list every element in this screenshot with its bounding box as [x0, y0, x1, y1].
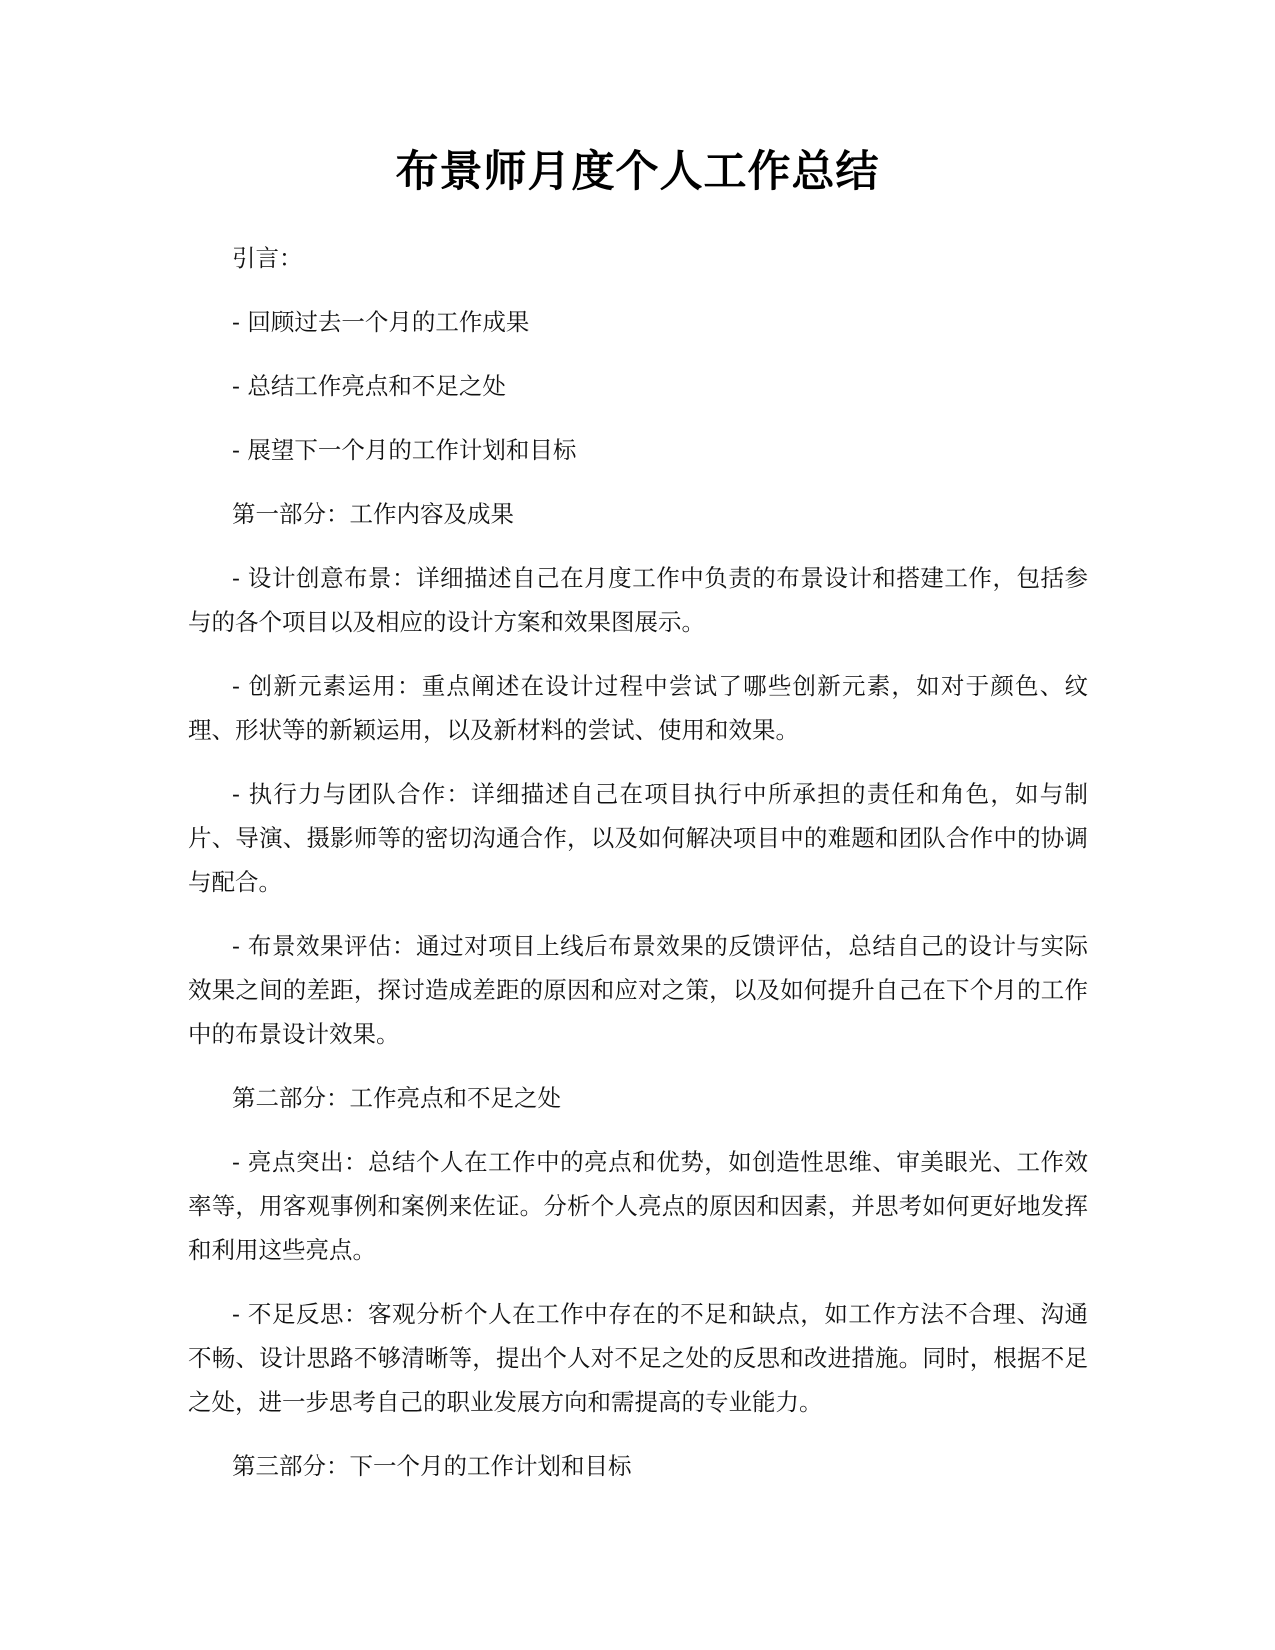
document-title: 布景师月度个人工作总结 — [395, 147, 880, 197]
section-2-heading: 第二部分：工作亮点和不足之处 — [232, 1084, 561, 1112]
document-body — [188, 236, 1088, 1508]
intro-heading: 引言： — [232, 244, 303, 272]
section-2-shortcomings: - 不足反思：客观分析个人在工作中存在的不足和缺点，如工作方法不合理、沟通不畅、设计思路不够清晰等，提出个人对不足之处的反思和改进措施。同时，根据不足之处，进一步思考自己的职业发展方向和需提高的专业能力。 — [188, 1300, 1088, 1416]
section-1-evaluation: - 布景效果评估：通过对项目上线后布景效果的反馈评估，总结自己的设计与实际效果之间的差距，探讨造成差距的原因和应对之策，以及如何提升自己在下个月的工作中的布景设计效果。 — [188, 932, 1088, 1048]
section-2-highlights: - 亮点突出：总结个人在工作中的亮点和优势，如创造性思维、审美眼光、工作效率等，用客观事例和案例来佐证。分析个人亮点的原因和因素，并思考如何更好地发挥和利用这些亮点。 — [188, 1148, 1088, 1264]
section-1-teamwork: - 执行力与团队合作：详细描述自己在项目执行中所承担的责任和角色，如与制片、导演、摄影师等的密切沟通合作，以及如何解决项目中的难题和团队合作中的协调与配合。 — [188, 780, 1088, 896]
intro-item-outlook: - 展望下一个月的工作计划和目标 — [232, 436, 577, 464]
intro-item-summary: - 总结工作亮点和不足之处 — [232, 372, 506, 400]
section-1-design: - 设计创意布景：详细描述自己在月度工作中负责的布景设计和搭建工作，包括参与的各个项目以及相应的设计方案和效果图展示。 — [188, 564, 1088, 636]
section-1-heading: 第一部分：工作内容及成果 — [232, 500, 514, 528]
section-1-innovation: - 创新元素运用：重点阐述在设计过程中尝试了哪些创新元素，如对于颜色、纹理、形状等的新颖运用，以及新材料的尝试、使用和效果。 — [188, 672, 1088, 744]
section-3-heading: 第三部分：下一个月的工作计划和目标 — [232, 1452, 632, 1480]
intro-item-review: - 回顾过去一个月的工作成果 — [232, 308, 530, 336]
